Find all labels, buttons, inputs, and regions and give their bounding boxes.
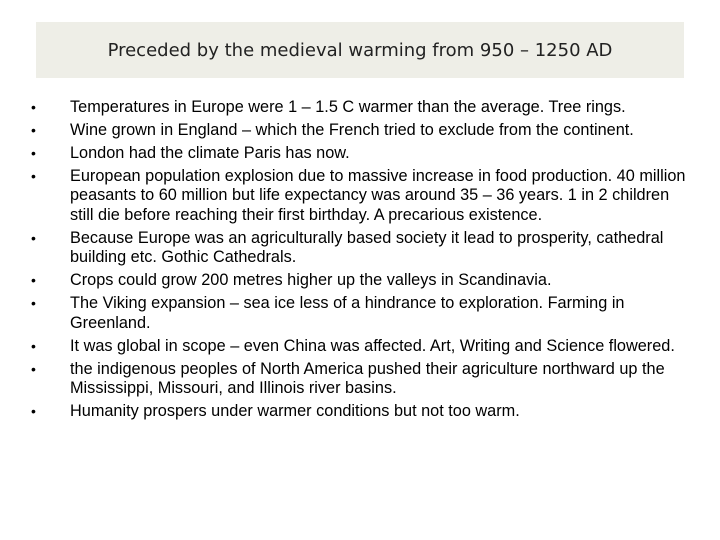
bullet-icon: • xyxy=(31,168,36,184)
bullet-item xyxy=(26,271,686,290)
bullet-icon: • xyxy=(31,99,36,115)
bullet-text: The Viking expansion – sea ice less of a hindrance to exploration. Farming in Greenland. xyxy=(70,294,625,332)
bullet-icon: • xyxy=(31,295,36,312)
bullet-item xyxy=(26,402,686,421)
bullet-text: Temperatures in Europe were 1 – 1.5 C warmer than the average. Tree rings. xyxy=(70,98,626,116)
bullet-item xyxy=(26,337,686,356)
bullet-icon: • xyxy=(31,145,36,161)
bullet-text: European population explosion due to massive increase in food production. 40 million peasants to 60 million but life expectancy was around 35 – 36 years. 1 in 2 children still die before reaching their first birthday. A precarious existence. xyxy=(70,167,686,224)
bullet-icon: • xyxy=(31,229,36,246)
title-banner xyxy=(36,22,684,78)
bullet-icon: • xyxy=(31,360,36,377)
bullet-icon: • xyxy=(31,403,36,420)
slide-title: Preceded by the medieval warming from 950 – 1250 AD xyxy=(107,39,613,61)
bullet-text: Crops could grow 200 metres higher up the valleys in Scandinavia. xyxy=(70,271,552,290)
bullet-text: London had the climate Paris has now. xyxy=(70,144,350,162)
bullet-item xyxy=(26,144,686,163)
bullet-icon: • xyxy=(31,337,36,354)
bullet-text: Wine grown in England – which the French tried to exclude from the continent. xyxy=(70,121,634,139)
bullet-item xyxy=(26,98,686,117)
bullet-text: Humanity prospers under warmer conditions but not too warm. xyxy=(70,402,520,421)
bullet-item xyxy=(26,121,686,140)
bullet-text: It was global in scope – even China was affected. Art, Writing and Science flowered. xyxy=(70,336,675,355)
bullet-icon: • xyxy=(31,272,36,289)
bullet-item xyxy=(26,294,686,333)
bullet-list xyxy=(26,98,686,425)
bullet-text: the indigenous peoples of North America pushed their agriculture northward up the Mississippi, Missouri, and Illinois river basins. xyxy=(70,359,665,398)
bullet-item xyxy=(26,229,686,268)
bullet-icon: • xyxy=(31,122,36,138)
bullet-item xyxy=(26,167,686,225)
bullet-item xyxy=(26,360,686,399)
bullet-text: Because Europe was an agriculturally based society it lead to prosperity, cathedral building etc. Gothic Cathedrals. xyxy=(70,228,664,267)
